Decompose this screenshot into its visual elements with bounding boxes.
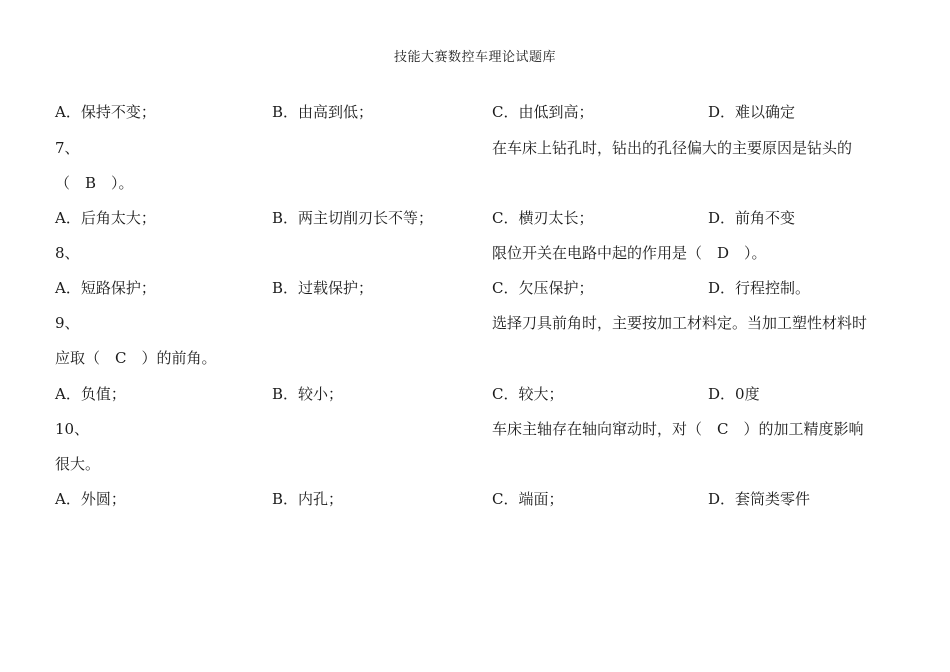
option-a: A．短路保护； (55, 279, 156, 297)
option-d: D．套筒类零件 (708, 490, 811, 508)
option-b: B．较小； (272, 385, 344, 403)
question-stem-10: 车床主轴存在轴向窜动时，对（ C ）的加工精度影响 (492, 420, 864, 438)
option-a: A．负值； (55, 385, 126, 403)
options-row-q8 (55, 278, 915, 298)
option-c: C．横刃太长； (492, 209, 594, 227)
option-b: B．内孔； (272, 490, 344, 508)
question-stem-cont-9: 应取（ C ）的前角。 (55, 349, 217, 367)
option-c: C．由低到高； (492, 103, 594, 121)
options-row-q6 (55, 102, 915, 122)
question-stem-9: 选择刀具前角时，主要按加工材料定。当加工塑性材料时 (492, 314, 868, 332)
option-d: D．行程控制。 (708, 279, 811, 297)
option-c: C．端面； (492, 490, 564, 508)
question-stem-8: 限位开关在电路中起的作用是（ D ）。 (492, 244, 767, 262)
question-number-10: 10、 (55, 420, 90, 438)
options-row-q10 (55, 489, 915, 509)
question-number-9: 9、 (55, 314, 80, 332)
option-a: A．外圆； (55, 490, 126, 508)
option-b: B．由高到低； (272, 103, 374, 121)
options-row-q9 (55, 384, 915, 404)
option-b: B．两主切削刃长不等； (272, 209, 434, 227)
option-b: B．过载保护； (272, 279, 374, 297)
option-d: D．难以确定 (708, 103, 796, 121)
option-a: A．保持不变； (55, 103, 156, 121)
options-row-q7 (55, 208, 915, 228)
option-a: A．后角太大； (55, 209, 156, 227)
question-stem-cont-10: 很大。 (55, 455, 101, 473)
question-number-8: 8、 (55, 244, 80, 262)
question-stem-cont-7: （ B ）。 (55, 174, 134, 192)
option-c: C．欠压保护； (492, 279, 594, 297)
question-stem-7: 在车床上钻孔时，钻出的孔径偏大的主要原因是钻头的 (492, 139, 853, 157)
option-c: C．较大； (492, 385, 564, 403)
page-title: 技能大赛数控车理论试题库 (393, 50, 556, 65)
option-d: D．0度 (708, 385, 760, 403)
option-d: D．前角不变 (708, 209, 796, 227)
question-number-7: 7、 (55, 139, 80, 157)
